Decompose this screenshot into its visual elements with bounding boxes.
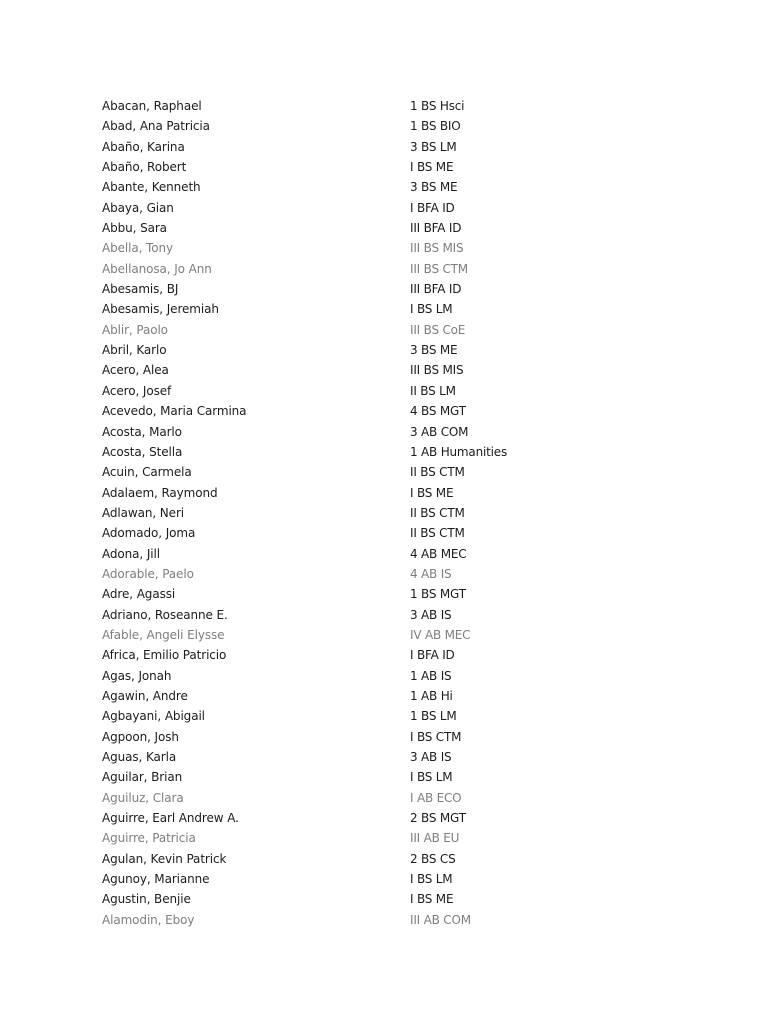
roster-row [102,137,662,157]
roster-row [102,218,662,238]
student-name: Adorable, Paelo [102,566,194,581]
roster-row [102,462,662,482]
roster-row [102,340,662,360]
roster-row [102,788,662,808]
student-name: Adlawan, Neri [102,505,185,520]
roster-row [102,422,662,442]
student-program: 3 AB IS [410,750,452,764]
roster-row [102,767,662,787]
student-name: Acero, Josef [102,383,172,398]
student-program: 3 AB IS [410,607,452,622]
student-program: I AB ECO [410,790,462,805]
student-program: I BFA ID [410,648,455,663]
roster-row [102,686,662,706]
roster-row [102,747,662,767]
student-program: III AB COM [410,912,471,927]
roster-row [102,401,662,421]
student-name: Abante, Kenneth [102,180,201,195]
student-program: III BS MIS [410,363,464,378]
student-name: Abaya, Gian [102,200,174,215]
student-program: II BS CTM [410,505,465,520]
roster-row [102,259,662,279]
student-name: Africa, Emilio Patricio [102,648,227,663]
student-program: III BS CTM [410,261,468,276]
roster-row [102,483,662,503]
roster-row [102,299,662,319]
student-program: III BS MIS [410,241,464,256]
student-name: Agbayani, Abigail [102,709,205,724]
student-name: Adona, Jill [102,546,160,561]
student-program: IV AB MEC [410,627,471,642]
student-program: I BFA ID [410,200,455,215]
student-name: Abacan, Raphael [102,99,202,113]
roster-row [102,727,662,747]
student-program: I BS ME [410,892,454,907]
student-program: II BS CTM [410,465,465,480]
student-program: 1 BS LM [410,709,457,724]
student-program: I BS LM [410,302,453,317]
roster-row [102,198,662,218]
student-program: III BS CoE [410,322,466,337]
roster-row [102,96,662,116]
student-name: Agustin, Benjie [102,892,191,907]
student-name: Acosta, Marlo [102,424,182,439]
roster-row [102,808,662,828]
student-name: Abesamis, Jeremiah [102,302,219,317]
student-program: 1 BS BIO [410,119,461,134]
student-name: Aguiluz, Clara [102,790,184,805]
roster-row [102,381,662,401]
student-program: 4 AB MEC [410,546,467,561]
student-program: I BS CTM [410,729,462,744]
roster-row [102,584,662,604]
student-program: 1 AB Hi [410,688,453,703]
student-program: 1 BS MGT [410,587,466,602]
student-program: III AB EU [410,831,460,846]
roster-row [102,910,662,930]
roster-row [102,869,662,889]
roster-row [102,828,662,848]
student-program: 1 AB Humanities [410,444,507,459]
student-name: Abellanosa, Jo Ann [102,261,212,276]
student-program: 3 BS ME [410,343,458,358]
student-name: Agas, Jonah [102,668,172,683]
roster-row [102,706,662,726]
student-program: 1 AB IS [410,668,452,683]
student-program: 2 BS MGT [410,811,466,826]
roster-row [102,320,662,340]
roster-row [102,279,662,299]
student-name: Aguilar, Brian [102,770,183,785]
student-program: 2 BS CS [410,851,456,866]
student-name: Adalaem, Raymond [102,485,218,500]
student-name: Acevedo, Maria Carmina [102,404,247,419]
roster-row [102,523,662,543]
student-program: I BS ME [410,485,454,500]
roster-row [102,157,662,177]
student-program: 4 BS MGT [410,404,466,419]
student-name: Acero, Alea [102,363,169,378]
student-name: Adriano, Roseanne E. [102,607,228,622]
roster-row [102,442,662,462]
student-name: Adre, Agassi [102,587,176,602]
roster-row [102,564,662,584]
student-name: Abbu, Sara [102,221,167,236]
student-program: II BS CTM [410,526,465,541]
student-name: Abesamis, BJ [102,282,179,297]
student-name: Aguirre, Patricia [102,831,196,846]
student-name: Acuin, Carmela [102,465,192,480]
student-name: Abaño, Karina [102,139,185,154]
student-name: Aguirre, Earl Andrew A. [102,811,239,826]
student-name: Adomado, Joma [102,526,196,541]
roster-row [102,503,662,523]
student-program: I BS LM [410,872,453,887]
roster-row [102,360,662,380]
student-name: Agulan, Kevin Patrick [102,851,227,866]
student-name: Agawin, Andre [102,688,188,703]
student-program: I BS ME [410,160,454,175]
student-program: III BFA ID [410,282,462,297]
student-program: 4 AB IS [410,566,452,581]
roster-row [102,177,662,197]
student-program: 1 BS Hsci [410,99,465,113]
roster-row [102,849,662,869]
roster-row [102,544,662,564]
student-name: Abril, Karlo [102,343,167,358]
student-name: Agunoy, Marianne [102,872,210,887]
student-program: 3 AB COM [410,424,469,439]
student-program: III BFA ID [410,221,462,236]
student-name: Alamodin, Eboy [102,912,195,927]
roster-row [102,238,662,258]
student-program: 3 BS LM [410,139,457,154]
student-name: Afable, Angeli Elysse [102,627,225,642]
student-program: 3 BS ME [410,180,458,195]
roster-row [102,666,662,686]
student-name: Ablir, Paolo [102,322,168,337]
student-name: Abaño, Robert [102,160,187,175]
roster-row [102,625,662,645]
roster-row [102,889,662,909]
student-name: Agpoon, Josh [102,729,179,744]
roster-row [102,645,662,665]
roster-row [102,116,662,136]
student-program: I BS LM [410,770,453,785]
student-program: II BS LM [410,383,456,398]
student-name: Abad, Ana Patricia [102,119,210,134]
student-name: Aguas, Karla [102,750,177,764]
roster-list [102,96,662,930]
student-name: Abella, Tony [102,241,173,256]
student-name: Acosta, Stella [102,444,183,459]
roster-row [102,605,662,625]
